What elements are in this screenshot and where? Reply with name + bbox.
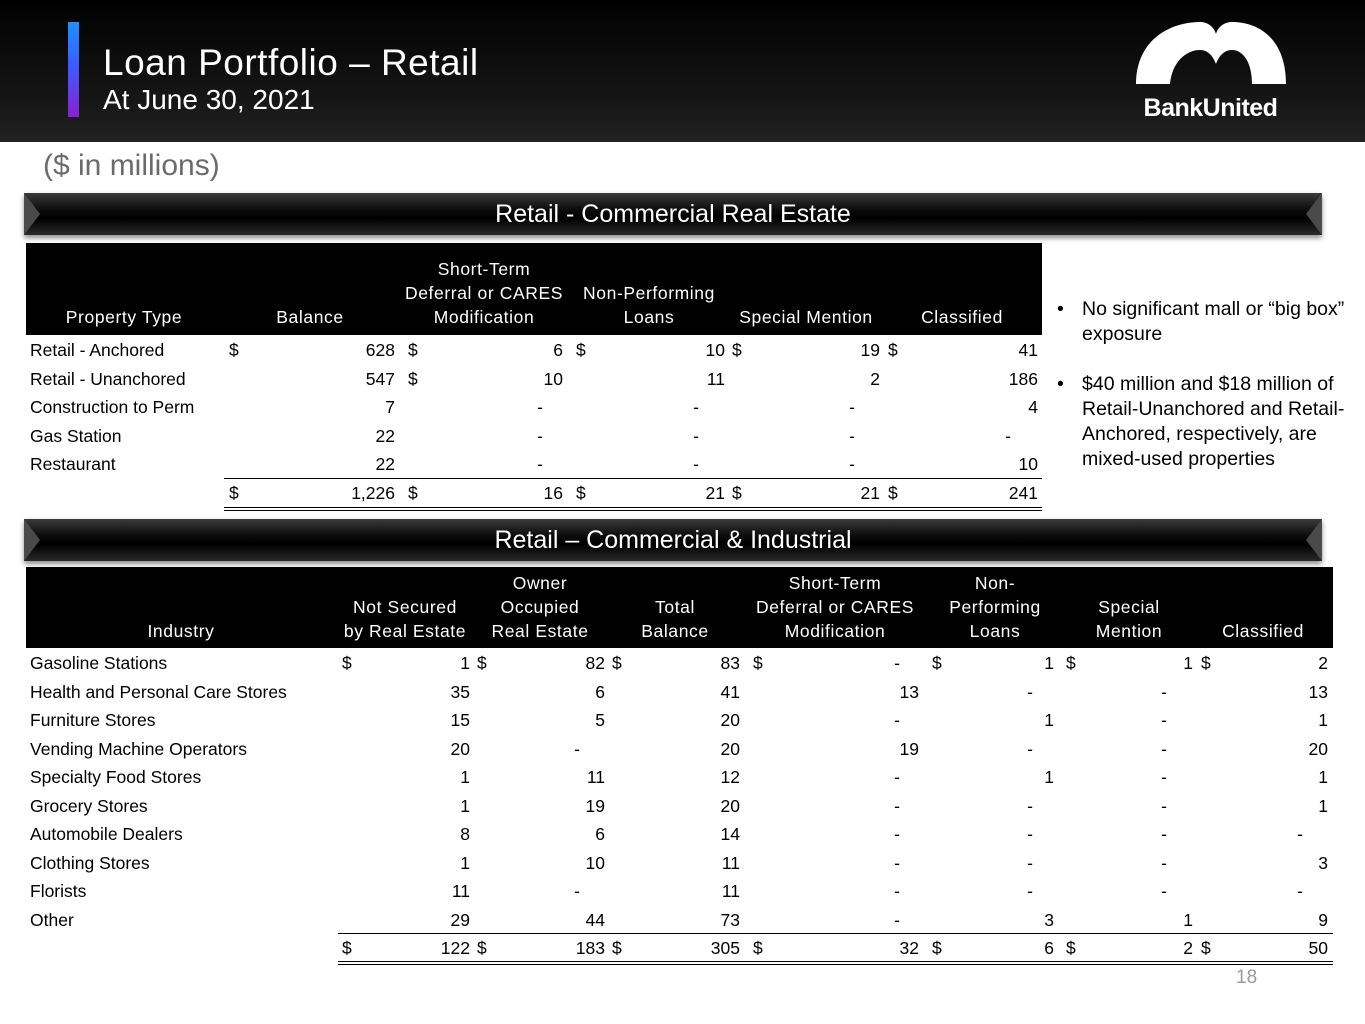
ci-col-total-l2: Balance — [641, 621, 709, 641]
cell-value: 1 — [460, 795, 470, 816]
cell-value: 1 — [460, 852, 470, 873]
currency-symbol: $ — [477, 938, 487, 958]
cell-value: 83 — [720, 653, 740, 673]
total-rule — [224, 478, 1042, 479]
cell-value: 8 — [460, 824, 470, 844]
header-band — [0, 0, 1365, 142]
cell-value: 15 — [450, 710, 470, 730]
cre-col-deferral-l1: Short-Term — [437, 259, 531, 279]
currency-symbol: $ — [612, 938, 622, 958]
cell-value: 13 — [1308, 681, 1328, 702]
row-label: Retail - Anchored — [30, 340, 165, 360]
cell-value: 82 — [585, 653, 605, 673]
currency-symbol: $ — [408, 340, 418, 360]
cell-value: - — [894, 710, 900, 730]
cell-value: - — [1005, 425, 1011, 446]
total-value: 2 — [1183, 938, 1193, 958]
cell-value: 10 — [705, 340, 725, 360]
cell-value: 20 — [720, 795, 740, 816]
cre-col-classified: Classified — [921, 307, 1003, 327]
total-value: 16 — [543, 483, 563, 503]
total-value: 21 — [860, 483, 880, 503]
cell-value: - — [1027, 795, 1033, 816]
slide-title: Loan Portfolio – Retail — [103, 42, 479, 83]
arch-logo-icon — [1128, 22, 1293, 88]
cell-value: 6 — [595, 824, 605, 844]
cell-value: 11 — [706, 368, 725, 389]
cre-col-balance: Balance — [276, 307, 344, 327]
total-double-rule — [224, 507, 1042, 511]
cell-value: 11 — [586, 767, 605, 787]
row-label: Grocery Stores — [30, 795, 148, 816]
currency-symbol: $ — [612, 653, 622, 673]
cell-value: 41 — [1018, 340, 1038, 360]
cell-value: 1 — [460, 767, 470, 787]
cell-value: 7 — [385, 397, 395, 417]
row-label: Retail - Unanchored — [30, 368, 186, 389]
cell-value: 1 — [460, 653, 470, 673]
cell-value: 1 — [1044, 710, 1054, 730]
cell-value: 35 — [450, 681, 470, 702]
currency-symbol: $ — [753, 653, 763, 673]
currency-symbol: $ — [576, 483, 586, 503]
currency-symbol: $ — [888, 340, 898, 360]
cell-value: - — [849, 397, 855, 417]
ci-col-nonperforming-l1: Non- — [974, 573, 1016, 593]
cell-value: - — [1161, 767, 1167, 787]
cell-value: 1 — [1318, 795, 1328, 816]
cell-value: - — [537, 454, 543, 474]
ci-col-owner-l1: Owner — [512, 573, 568, 593]
ci-col-nonperforming-l3: Loans — [969, 621, 1021, 641]
total-double-rule — [338, 961, 1333, 965]
cell-value: - — [537, 397, 543, 417]
row-label: Clothing Stores — [30, 852, 150, 873]
row-label: Construction to Perm — [30, 397, 195, 417]
total-value: 21 — [705, 483, 725, 503]
bankunited-logo — [1128, 22, 1293, 122]
cell-value: - — [1027, 738, 1033, 759]
note-item: • $40 million and $18 million of Retail-Unanchored and Retail-Anchored, respectively, are mixed-used properties — [1055, 372, 1360, 472]
cell-value: 22 — [375, 425, 395, 446]
ci-col-not-secured-l2: by Real Estate — [343, 621, 467, 641]
cell-value: 5 — [595, 710, 605, 730]
currency-symbol: $ — [732, 340, 742, 360]
currency-symbol: $ — [342, 653, 352, 673]
cell-value: - — [1161, 681, 1167, 702]
slide-subtitle: At June 30, 2021 — [103, 84, 315, 115]
currency-symbol: $ — [342, 938, 352, 958]
ci-col-deferral-l1: Short-Term — [788, 573, 882, 593]
currency-symbol: $ — [1201, 938, 1211, 958]
cell-value: - — [894, 653, 900, 673]
cell-value: - — [849, 454, 855, 474]
accent-bar — [68, 22, 79, 117]
currency-symbol: $ — [576, 340, 586, 360]
cre-col-property-type: Property Type — [65, 307, 183, 327]
cell-value: 20 — [720, 738, 740, 759]
ci-col-classified: Classified — [1222, 621, 1304, 641]
cre-col-nonperforming-l1: Non-Performing — [583, 283, 715, 303]
cre-section-banner: Retail - Commercial Real Estate — [24, 193, 1322, 235]
cell-value: 20 — [720, 710, 740, 730]
cell-value: - — [1027, 681, 1033, 702]
total-rule — [338, 933, 1333, 934]
cell-value: 628 — [365, 340, 395, 360]
cre-table-header — [26, 243, 1042, 335]
cell-value: - — [894, 909, 900, 930]
cell-value: 10 — [585, 852, 605, 873]
row-label: Restaurant — [30, 454, 116, 474]
cre-col-deferral-l2: Deferral or CARES — [404, 283, 564, 303]
cell-value: - — [537, 425, 543, 446]
cell-value: - — [1161, 710, 1167, 730]
cell-value: 11 — [721, 852, 740, 873]
cell-value: 2 — [1318, 653, 1328, 673]
cell-value: 6 — [595, 681, 605, 702]
cell-value: 22 — [375, 454, 395, 474]
ci-col-owner-l2: Occupied — [500, 597, 580, 617]
cell-value: 11 — [721, 881, 740, 901]
cell-value: - — [574, 881, 580, 901]
total-value: 32 — [899, 938, 919, 958]
notes-list — [1055, 297, 1360, 497]
cre-col-special-mention: Special Mention — [739, 307, 873, 327]
cell-value: - — [1297, 881, 1303, 901]
currency-symbol: $ — [229, 483, 239, 503]
cre-col-nonperforming-l2: Loans — [623, 307, 675, 327]
cell-value: - — [894, 824, 900, 844]
ci-col-deferral-l3: Modification — [784, 621, 886, 641]
cell-value: 20 — [450, 738, 470, 759]
cell-value: 19 — [585, 795, 605, 816]
currency-symbol: $ — [408, 368, 418, 389]
cell-value: 12 — [720, 767, 740, 787]
cell-value: 41 — [720, 681, 740, 702]
cell-value: - — [693, 397, 699, 417]
cell-value: 1 — [1318, 767, 1328, 787]
ci-section-banner: Retail – Commercial & Industrial — [24, 519, 1322, 561]
ci-table-header — [26, 567, 1333, 648]
cell-value: 73 — [720, 909, 740, 930]
cell-value: 186 — [1008, 368, 1038, 389]
cell-value: 1 — [1183, 909, 1193, 930]
cell-value: 19 — [860, 340, 880, 360]
cell-value: 11 — [451, 881, 470, 901]
cell-value: - — [849, 425, 855, 446]
cre-col-deferral-l3: Modification — [433, 307, 535, 327]
ci-col-nonperforming-l2: Performing — [949, 597, 1041, 617]
currency-symbol: $ — [932, 653, 942, 673]
cell-value: - — [1027, 852, 1033, 873]
row-label: Automobile Dealers — [30, 824, 183, 844]
cell-value: 29 — [450, 909, 470, 930]
cell-value: 4 — [1028, 397, 1038, 417]
cell-value: 1 — [1183, 653, 1193, 673]
total-value: 50 — [1308, 938, 1328, 958]
cell-value: 6 — [553, 340, 563, 360]
cell-value: 19 — [899, 738, 919, 759]
cell-value: - — [1027, 824, 1033, 844]
row-label: Furniture Stores — [30, 710, 156, 730]
currency-symbol: $ — [477, 653, 487, 673]
row-label: Health and Personal Care Stores — [30, 681, 287, 702]
cell-value: 10 — [543, 368, 563, 389]
row-label: Gasoline Stations — [30, 653, 168, 673]
currency-symbol: $ — [1201, 653, 1211, 673]
row-label: Specialty Food Stores — [30, 767, 202, 787]
row-label: Florists — [30, 881, 87, 901]
total-value: 183 — [575, 938, 605, 958]
logo-text: BankUnited — [1143, 94, 1278, 122]
ci-col-special-l1: Special — [1098, 597, 1160, 617]
cell-value: 14 — [720, 824, 740, 844]
ci-col-owner-l3: Real Estate — [491, 621, 589, 641]
cell-value: - — [1297, 824, 1303, 844]
cell-value: 20 — [1308, 738, 1328, 759]
cell-value: - — [1161, 852, 1167, 873]
cell-value: - — [1161, 738, 1167, 759]
ci-col-special-l2: Mention — [1095, 621, 1163, 641]
cell-value: - — [693, 454, 699, 474]
cell-value: - — [574, 738, 580, 759]
ci-col-deferral-l2: Deferral or CARES — [755, 597, 915, 617]
cell-value: - — [894, 881, 900, 901]
cell-value: - — [894, 767, 900, 787]
currency-symbol: $ — [408, 483, 418, 503]
cell-value: 2 — [870, 368, 880, 389]
row-label: Vending Machine Operators — [30, 738, 247, 759]
currency-symbol: $ — [1066, 938, 1076, 958]
note-item: • No significant mall or “big box” exposure — [1055, 297, 1360, 347]
cell-value: - — [1161, 881, 1167, 901]
page-number: 18 — [1236, 967, 1258, 988]
cell-value: 3 — [1044, 909, 1054, 930]
cell-value: 1 — [1044, 653, 1054, 673]
currency-symbol: $ — [732, 483, 742, 503]
cell-value: - — [693, 425, 699, 446]
ci-col-not-secured-l1: Not Secured — [353, 597, 457, 617]
cell-value: - — [1161, 795, 1167, 816]
cell-value: 9 — [1318, 909, 1328, 930]
currency-symbol: $ — [229, 340, 239, 360]
total-value: 122 — [440, 938, 470, 958]
total-value: 6 — [1044, 938, 1054, 958]
cell-value: - — [894, 852, 900, 873]
cell-value: 547 — [365, 368, 395, 389]
currency-symbol: $ — [753, 938, 763, 958]
currency-symbol: $ — [888, 483, 898, 503]
cell-value: 13 — [899, 681, 919, 702]
cell-value: 10 — [1018, 454, 1038, 474]
total-value: 1,226 — [351, 483, 395, 503]
row-label: Other — [30, 909, 74, 930]
cell-value: 44 — [585, 909, 605, 930]
cell-value: - — [1027, 881, 1033, 901]
cell-value: 1 — [1318, 710, 1328, 730]
row-label: Gas Station — [30, 425, 122, 446]
currency-symbol: $ — [1066, 653, 1076, 673]
cell-value: 1 — [1044, 767, 1054, 787]
ci-col-industry: Industry — [147, 621, 215, 641]
units-note: ($ in millions) — [43, 149, 220, 182]
total-value: 241 — [1008, 483, 1038, 503]
currency-symbol: $ — [932, 938, 942, 958]
total-value: 305 — [710, 938, 740, 958]
cell-value: 3 — [1318, 852, 1328, 873]
cell-value: - — [1161, 824, 1167, 844]
cell-value: - — [894, 795, 900, 816]
ci-col-total-l1: Total — [655, 597, 695, 617]
